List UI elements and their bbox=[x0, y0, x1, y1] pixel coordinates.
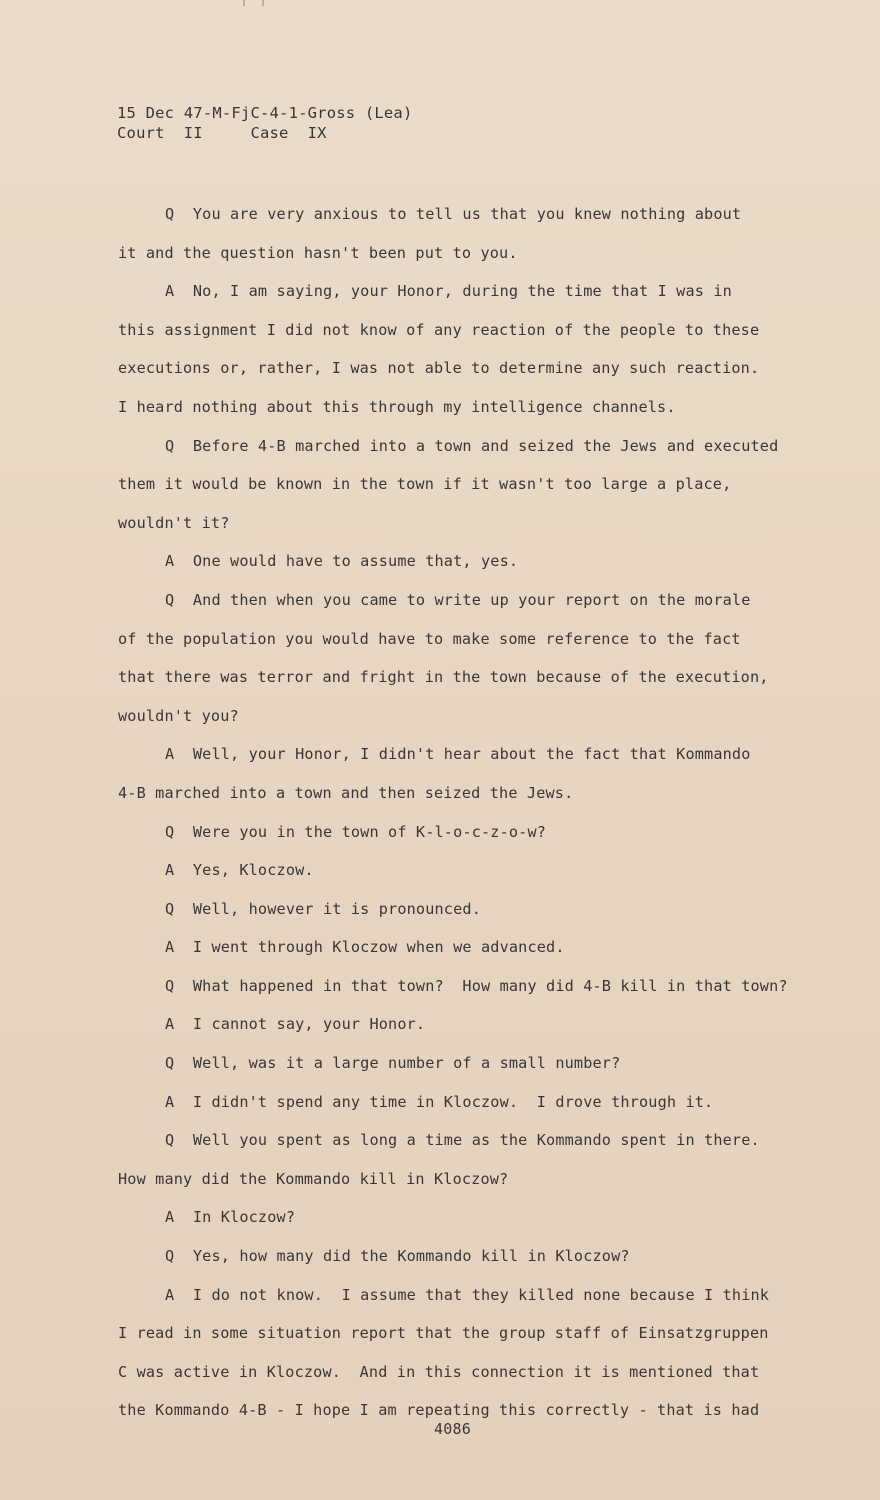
transcript-line: A I didn't spend any time in Kloczow. I drove through it. bbox=[165, 1092, 714, 1111]
transcript-line: Q Well, however it is pronounced. bbox=[165, 899, 481, 918]
transcript-line: Q Yes, how many did the Kommando kill in Kloczow? bbox=[165, 1247, 630, 1266]
transcript-line: that there was terror and fright in the town because of the execution, bbox=[118, 668, 769, 687]
header-date-line: 15 Dec 47-M-FjC-4-1-Gross (Lea) bbox=[117, 104, 413, 122]
document-header bbox=[117, 103, 413, 143]
transcript-line: I read in some situation report that the group staff of Einsatzgruppen bbox=[118, 1324, 769, 1343]
transcript-line: 4-B marched into a town and then seized the Jews. bbox=[118, 783, 574, 802]
transcript-line: Q Before 4-B marched into a town and seized the Jews and executed bbox=[165, 436, 779, 455]
transcript-line: Q And then when you came to write up your report on the morale bbox=[165, 590, 751, 609]
transcript-line: of the population you would have to make some reference to the fact bbox=[118, 629, 741, 648]
transcript-body bbox=[118, 195, 818, 1430]
transcript-line: Q Were you in the town of K-l-o-c-z-o-w? bbox=[165, 822, 547, 841]
transcript-line: this assignment I did not know of any reaction of the people to these bbox=[118, 320, 760, 339]
page-number: 4086 bbox=[434, 1420, 471, 1438]
transcript-line: A Well, your Honor, I didn't hear about the fact that Kommando bbox=[165, 745, 751, 764]
transcript-line: Q Well you spent as long a time as the Kommando spent in there. bbox=[165, 1131, 760, 1150]
transcript-line: A One would have to assume that, yes. bbox=[165, 552, 519, 571]
transcript-line: C was active in Kloczow. And in this connection it is mentioned that bbox=[118, 1362, 760, 1381]
transcript-line: Q Well, was it a large number of a small number? bbox=[165, 1054, 621, 1073]
paper-mark bbox=[243, 0, 245, 6]
paper-mark bbox=[262, 0, 264, 6]
transcript-line: A I cannot say, your Honor. bbox=[165, 1015, 426, 1034]
transcript-line: Q What happened in that town? How many did 4-B kill in that town? bbox=[165, 976, 788, 995]
transcript-line: them it would be known in the town if it wasn't too large a place, bbox=[118, 475, 732, 494]
transcript-line: A I went through Kloczow when we advanced. bbox=[165, 938, 565, 957]
header-court-case-line: Court II Case IX bbox=[117, 124, 327, 142]
transcript-line: A I do not know. I assume that they killed none because I think bbox=[165, 1285, 770, 1304]
transcript-line: How many did the Kommando kill in Kloczow? bbox=[118, 1169, 509, 1188]
transcript-line: wouldn't it? bbox=[118, 513, 230, 532]
transcript-line: I heard nothing about this through my intelligence channels. bbox=[118, 397, 676, 416]
transcript-line: the Kommando 4-B - I hope I am repeating this correctly - that is had bbox=[118, 1401, 760, 1420]
transcript-line: Q You are very anxious to tell us that you knew nothing about bbox=[165, 205, 742, 223]
transcript-line: executions or, rather, I was not able to determine any such reaction. bbox=[118, 359, 760, 378]
transcript-line: A Yes, Kloczow. bbox=[165, 861, 314, 880]
transcript-line: A No, I am saying, your Honor, during the time that I was in bbox=[165, 282, 732, 301]
transcript-line: A In Kloczow? bbox=[165, 1208, 296, 1227]
transcript-line: it and the question hasn't been put to you. bbox=[118, 243, 518, 262]
transcript-line: wouldn't you? bbox=[118, 706, 239, 725]
